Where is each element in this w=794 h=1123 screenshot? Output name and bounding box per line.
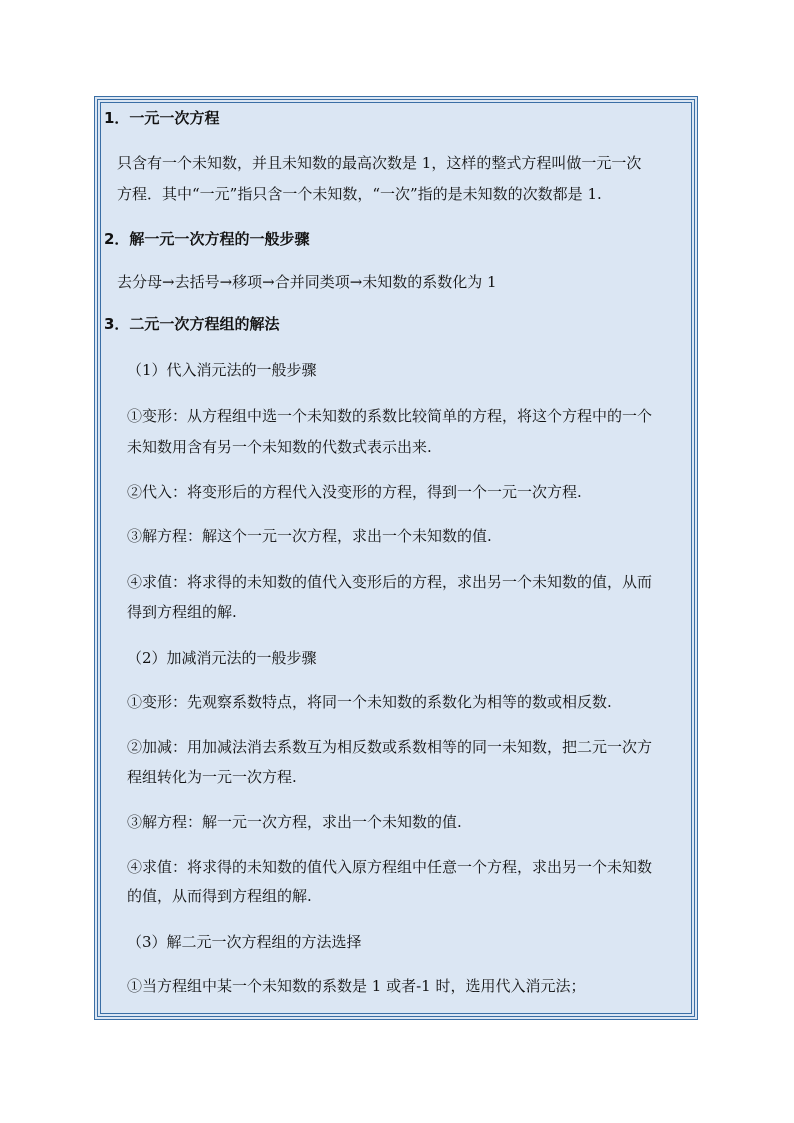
item-line: ④求值：将求得的未知数的值代入原方程组中任意一个方程，求出另一个未知数 — [127, 858, 653, 876]
section-heading: 2．解一元一次方程的一般步骤 — [104, 230, 310, 248]
item-line: 得到方程组的解. — [127, 603, 237, 621]
subsection-title: （2）加减消元法的一般步骤 — [127, 649, 317, 667]
item-line: ②代入：将变形后的方程代入没变形的方程，得到一个一元一次方程. — [127, 483, 582, 501]
item-line: ③解方程：解这个一元一次方程，求出一个未知数的值. — [127, 527, 492, 545]
item-line: 程组转化为一元一次方程. — [127, 768, 297, 786]
paragraph-line: 只含有一个未知数，并且未知数的最高次数是 1，这样的整式方程叫做一元一次 — [117, 154, 642, 172]
item-line: ①当方程组中某一个未知数的系数是 1 或者-1 时，选用代入消元法； — [127, 977, 586, 995]
item-line: ④求值：将求得的未知数的值代入变形后的方程，求出另一个未知数的值，从而 — [127, 573, 653, 591]
subsection-title: （1）代入消元法的一般步骤 — [127, 361, 317, 379]
section-heading: 1．一元一次方程 — [104, 109, 220, 127]
subsection-title: （3）解二元一次方程组的方法选择 — [127, 933, 362, 951]
item-line: ③解方程：解一元一次方程，求出一个未知数的值. — [127, 813, 462, 831]
item-line: 的值，从而得到方程组的解. — [127, 887, 312, 905]
item-line: ①变形：从方程组中选一个未知数的系数比较简单的方程，将这个方程中的一个 — [127, 407, 653, 425]
item-line: ②加减：用加减法消去系数互为相反数或系数相等的同一未知数，把二元一次方 — [127, 738, 653, 756]
paragraph-line: 方程．其中“一元”指只含一个未知数，“一次”指的是未知数的次数都是 1. — [117, 185, 602, 203]
paragraph-line: 去分母→去括号→移项→合并同类项→未知数的系数化为 1 — [117, 273, 497, 291]
section-heading: 3．二元一次方程组的解法 — [104, 315, 280, 333]
item-line: ①变形：先观察系数特点，将同一个未知数的系数化为相等的数或相反数. — [127, 693, 612, 711]
item-line: 未知数用含有另一个未知数的代数式表示出来. — [127, 438, 432, 456]
